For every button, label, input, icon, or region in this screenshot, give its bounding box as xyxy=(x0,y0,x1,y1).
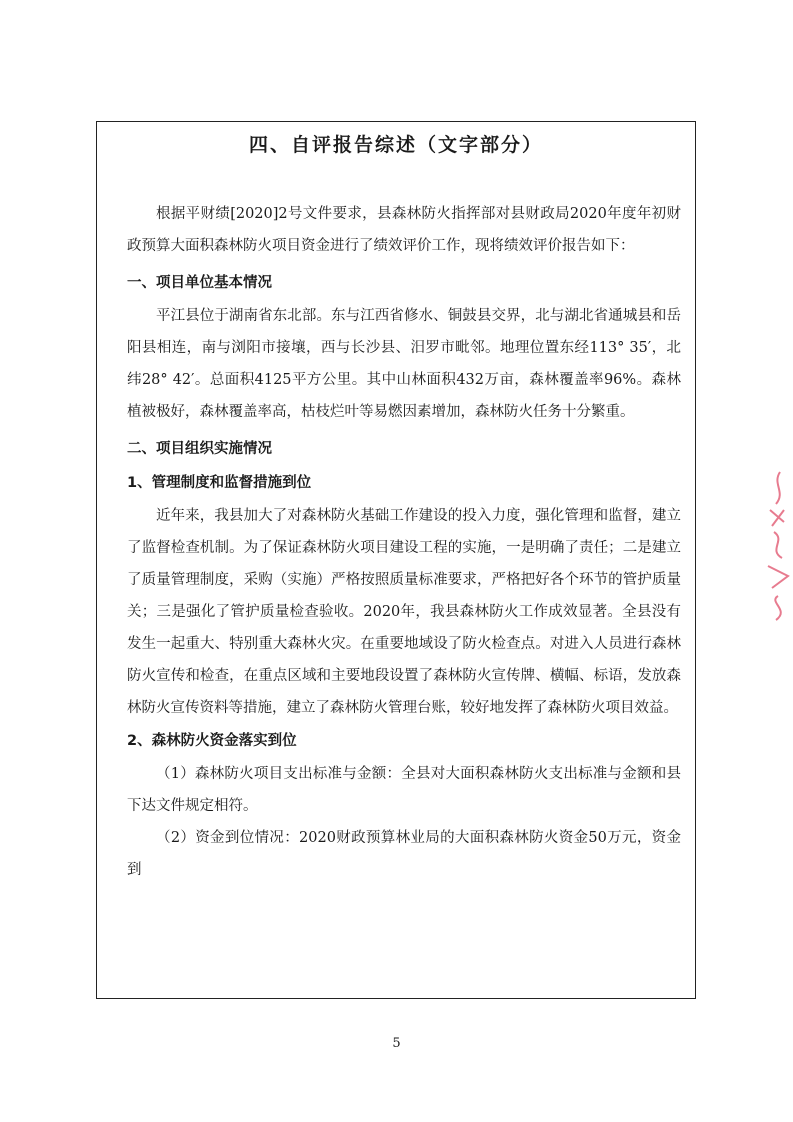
heading-management: 1、管理制度和监督措施到位 xyxy=(127,475,312,491)
management-paragraph: 近年来，我县加大了对森林防火基础工作建设的投入力度，强化管理和监督，建立了监督检查机制。为了保证森林防火项目建设工程的实施，一是明确了责任；二是建立了质量管理制度，采购（实施）严格按照质量标准要求，严格把好各个环节的管护质量关；三是强化了管护质量检查验收。2020年，我县森林防火工作成效显著。全县没有发生一起重大、特别重大森林火灾。在重要地域设了防火检查点。对进入人员进行森林防火宣传和检查，在重点区域和主要地段设置了森林防火宣传牌、横幅、标语，发放森林防火宣传资料等措施，建立了森林防火管理台账，较好地发挥了森林防火项目效益。 xyxy=(127,508,681,716)
section-title: 四、自评报告综述（文字部分） xyxy=(248,134,543,156)
unit-info-paragraph: 平江县位于湖南省东北部。东与江西省修水、铜鼓县交界，北与湖北省通城县和岳阳县相连，南与浏阳市接壤，西与长沙县、汨罗市毗邻。地理位置东经113° 35′，北纬28° 42′。总面积4125平方公里。其中山林面积432万亩，森林覆盖率96%。森林植被极好，森林覆盖率高，枯枝烂叶等易燃因素增加，森林防火任务十分繁重。 xyxy=(127,308,681,420)
page-number: 5 xyxy=(392,1036,401,1051)
heading-unit-info: 一、项目单位基本情况 xyxy=(127,275,272,291)
heading-funds: 2、森林防火资金落实到位 xyxy=(127,733,297,749)
intro-paragraph: 根据平财绩[2020]2号文件要求，县森林防火指挥部对县财政局2020年度年初财政预算大面积森林防火项目资金进行了绩效评价工作，现将绩效评价报告如下： xyxy=(127,206,681,254)
funds-standard-paragraph: （1）森林防火项目支出标准与金额：全县对大面积森林防火支出标准与金额和县下达文件规定相符。 xyxy=(127,766,681,814)
seal-stamp-icon xyxy=(762,470,793,630)
report-body xyxy=(97,198,695,886)
report-frame xyxy=(96,121,696,999)
funds-arrival-paragraph: （2）资金到位情况：2020财政预算林业局的大面积森林防火资金50万元，资金到 xyxy=(127,830,681,878)
heading-implementation: 二、项目组织实施情况 xyxy=(127,441,272,457)
